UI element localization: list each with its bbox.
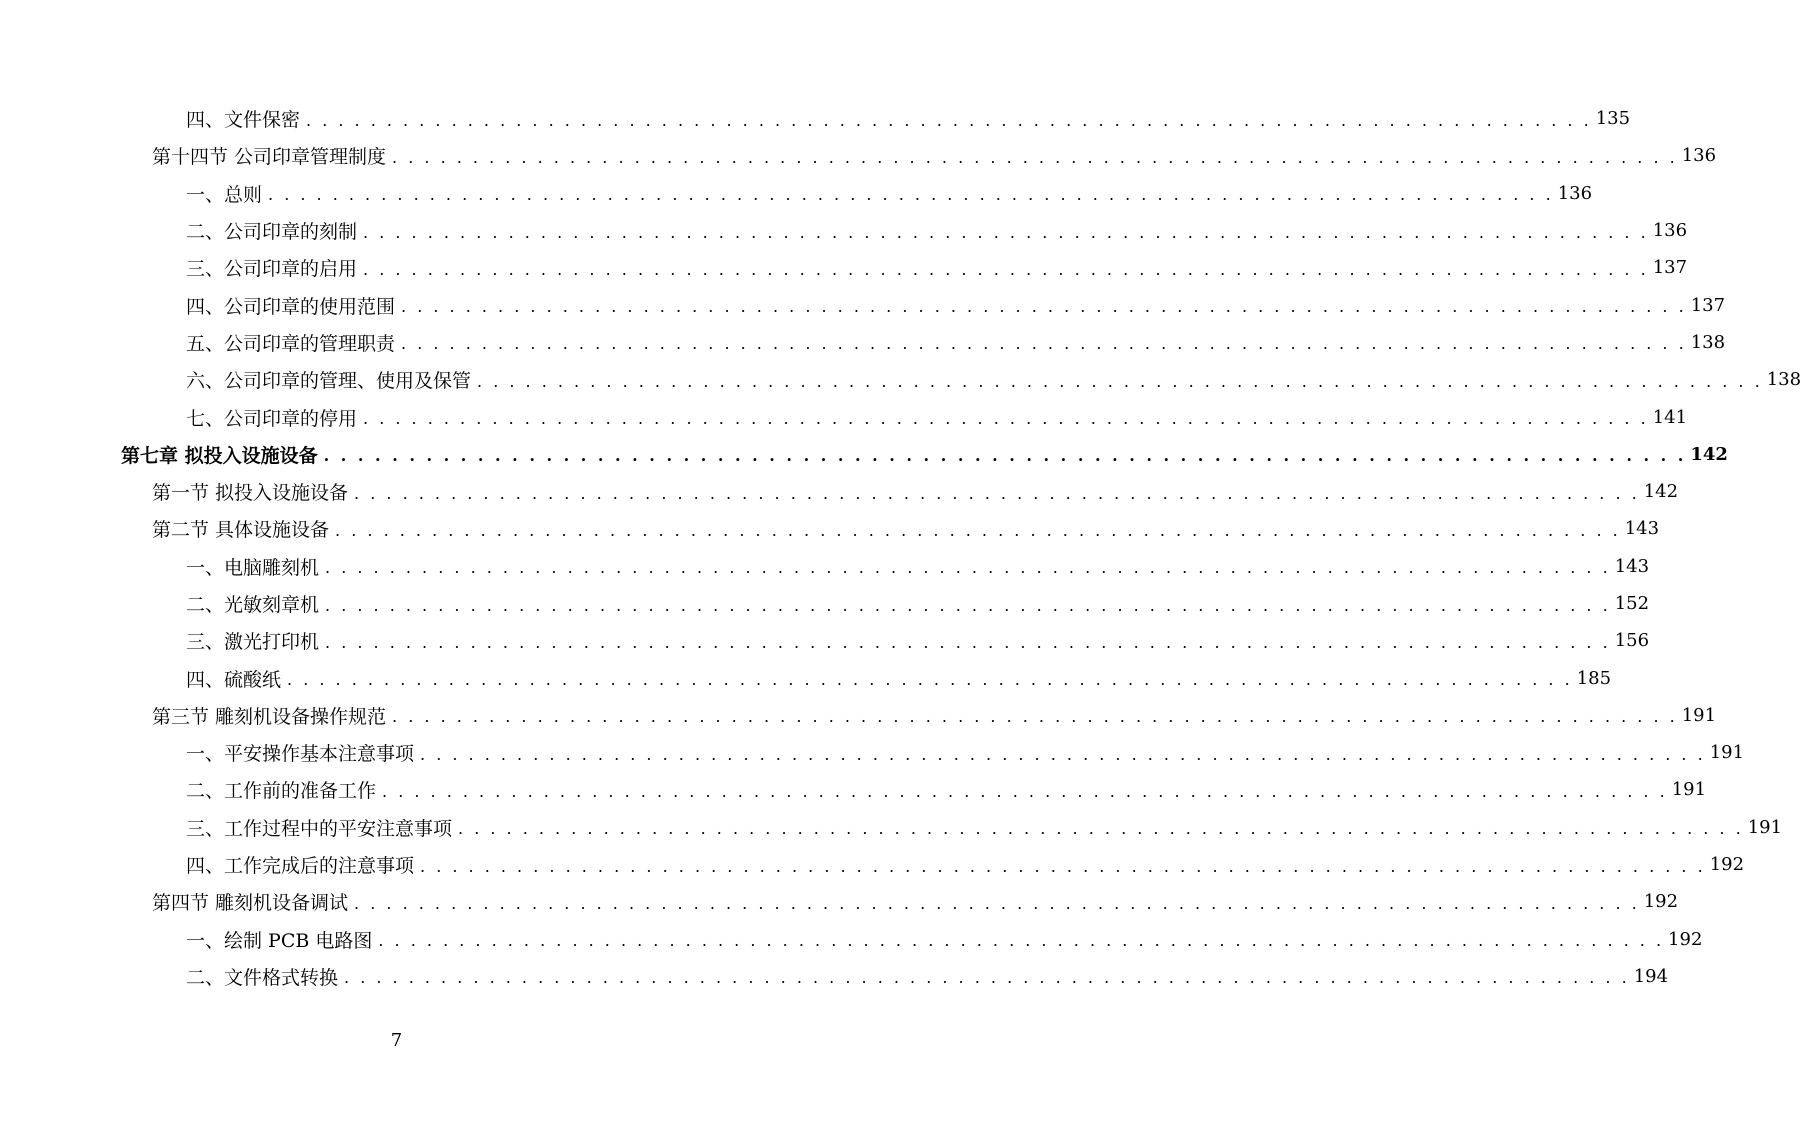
toc-entry-title: 二、公司印章的刻制 — [186, 221, 358, 244]
toc-dot-leader: . . . . . . . . . . . . . . . . . . . . . . . . . . . . . . . . . . . . . . . . . . . . . . . . . . . . . . . . . . . . . . . . . . . . . . . . . . . . . . . . — [287, 670, 1573, 690]
toc-entry-page: 192 — [1643, 891, 1679, 913]
table-of-contents — [0, 100, 1801, 995]
toc-dot-leader: . . . . . . . . . . . . . . . . . . . . . . . . . . . . . . . . . . . . . . . . . . . . . . . . . . . . . . . . . . . . . . . . . . . . . . . . . . . . . . . . — [382, 781, 1668, 801]
toc-entry-page: 142 — [1690, 443, 1728, 465]
toc-entry-title: 第一节 拟投入设施设备 — [152, 482, 349, 505]
toc-entry[interactable] — [0, 585, 1650, 622]
toc-entry[interactable] — [0, 324, 1726, 361]
toc-dot-leader: . . . . . . . . . . . . . . . . . . . . . . . . . . . . . . . . . . . . . . . . . . . . . . . . . . . . . . . . . . . . . . . . . . . . . . . . . . . . . . . . — [323, 446, 1687, 466]
toc-dot-leader: . . . . . . . . . . . . . . . . . . . . . . . . . . . . . . . . . . . . . . . . . . . . . . . . . . . . . . . . . . . . . . . . . . . . . . . . . . . . . . . . — [392, 707, 1678, 727]
toc-dot-leader: . . . . . . . . . . . . . . . . . . . . . . . . . . . . . . . . . . . . . . . . . . . . . . . . . . . . . . . . . . . . . . . . . . . . . . . . . . . . . . . . — [335, 520, 1621, 540]
toc-entry-page: 143 — [1624, 518, 1660, 540]
toc-entry[interactable] — [0, 361, 1801, 398]
toc-entry[interactable] — [0, 622, 1650, 659]
toc-entry[interactable] — [0, 548, 1650, 585]
toc-entry-page: 138 — [1766, 369, 1801, 391]
toc-entry-page: 156 — [1614, 630, 1650, 652]
toc-entry-title: 七、公司印章的停用 — [186, 407, 358, 430]
toc-entry-page: 191 — [1681, 704, 1717, 726]
toc-entry[interactable] — [0, 212, 1688, 249]
toc-entry[interactable] — [0, 249, 1688, 286]
toc-entry-page: 192 — [1709, 854, 1745, 876]
toc-entry-page: 137 — [1690, 294, 1726, 316]
toc-dot-leader: . . . . . . . . . . . . . . . . . . . . . . . . . . . . . . . . . . . . . . . . . . . . . . . . . . . . . . . . . . . . . . . . . . . . . . . . . . . . . . . . — [477, 371, 1763, 391]
toc-entry[interactable] — [0, 771, 1707, 808]
toc-entry[interactable] — [0, 921, 1703, 958]
toc-entry-page: 138 — [1690, 331, 1726, 353]
toc-entry-title: 四、公司印章的使用范围 — [186, 295, 396, 318]
toc-entry[interactable] — [0, 510, 1660, 547]
toc-entry[interactable] — [0, 883, 1679, 920]
toc-dot-leader: . . . . . . . . . . . . . . . . . . . . . . . . . . . . . . . . . . . . . . . . . . . . . . . . . . . . . . . . . . . . . . . . . . . . . . . . . . . . . . . . — [420, 744, 1706, 764]
toc-dot-leader: . . . . . . . . . . . . . . . . . . . . . . . . . . . . . . . . . . . . . . . . . . . . . . . . . . . . . . . . . . . . . . . . . . . . . . . . . . . . . . . . — [344, 968, 1630, 988]
toc-dot-leader: . . . . . . . . . . . . . . . . . . . . . . . . . . . . . . . . . . . . . . . . . . . . . . . . . . . . . . . . . . . . . . . . . . . . . . . . . . . . . . . . — [354, 893, 1640, 913]
toc-dot-leader: . . . . . . . . . . . . . . . . . . . . . . . . . . . . . . . . . . . . . . . . . . . . . . . . . . . . . . . . . . . . . . . . . . . . . . . . . . . . . . . . — [325, 595, 1611, 615]
toc-entry-title: 二、文件格式转换 — [186, 966, 339, 989]
toc-entry-page: 191 — [1709, 742, 1745, 764]
toc-dot-leader: . . . . . . . . . . . . . . . . . . . . . . . . . . . . . . . . . . . . . . . . . . . . . . . . . . . . . . . . . . . . . . . . . . . . . . . . . . . . . . . . — [401, 297, 1687, 317]
toc-entry-page: 136 — [1557, 182, 1593, 204]
toc-entry-page: 136 — [1652, 220, 1688, 242]
toc-entry-title: 二、工作前的准备工作 — [186, 780, 377, 803]
toc-entry[interactable] — [0, 958, 1669, 995]
toc-dot-leader: . . . . . . . . . . . . . . . . . . . . . . . . . . . . . . . . . . . . . . . . . . . . . . . . . . . . . . . . . . . . . . . . . . . . . . . . . . . . . . . . — [354, 483, 1640, 503]
toc-entry[interactable] — [0, 809, 1783, 846]
toc-entry[interactable] — [0, 436, 1728, 473]
page-number: 7 — [390, 1030, 403, 1051]
toc-dot-leader: . . . . . . . . . . . . . . . . . . . . . . . . . . . . . . . . . . . . . . . . . . . . . . . . . . . . . . . . . . . . . . . . . . . . . . . . . . . . . . . . — [401, 334, 1687, 354]
toc-entry[interactable] — [0, 697, 1717, 734]
toc-dot-leader: . . . . . . . . . . . . . . . . . . . . . . . . . . . . . . . . . . . . . . . . . . . . . . . . . . . . . . . . . . . . . . . . . . . . . . . . . . . . . . . . — [420, 856, 1706, 876]
toc-dot-leader: . . . . . . . . . . . . . . . . . . . . . . . . . . . . . . . . . . . . . . . . . . . . . . . . . . . . . . . . . . . . . . . . . . . . . . . . . . . . . . . . — [363, 259, 1649, 279]
toc-entry-page: 136 — [1681, 145, 1717, 167]
toc-entry-page: 142 — [1643, 481, 1679, 503]
toc-entry-page: 194 — [1633, 965, 1669, 987]
toc-entry-title: 三、公司印章的启用 — [186, 258, 358, 281]
toc-dot-leader: . . . . . . . . . . . . . . . . . . . . . . . . . . . . . . . . . . . . . . . . . . . . . . . . . . . . . . . . . . . . . . . . . . . . . . . . . . . . . . . . — [363, 222, 1649, 242]
toc-entry-title: 六、公司印章的管理、使用及保管 — [186, 370, 472, 393]
toc-dot-leader: . . . . . . . . . . . . . . . . . . . . . . . . . . . . . . . . . . . . . . . . . . . . . . . . . . . . . . . . . . . . . . . . . . . . . . . . . . . . . . . . — [363, 409, 1649, 429]
toc-dot-leader: . . . . . . . . . . . . . . . . . . . . . . . . . . . . . . . . . . . . . . . . . . . . . . . . . . . . . . . . . . . . . . . . . . . . . . . . . . . . . . . . — [378, 931, 1665, 951]
toc-dot-leader: . . . . . . . . . . . . . . . . . . . . . . . . . . . . . . . . . . . . . . . . . . . . . . . . . . . . . . . . . . . . . . . . . . . . . . . . . . . . . . . . — [306, 110, 1592, 130]
toc-entry-page: 185 — [1576, 667, 1612, 689]
toc-entry-title: 三、工作过程中的平安注意事项 — [186, 817, 453, 840]
toc-entry[interactable] — [0, 398, 1688, 435]
toc-entry[interactable] — [0, 175, 1593, 212]
toc-entry[interactable] — [0, 100, 1631, 137]
toc-entry-page: 191 — [1671, 779, 1707, 801]
toc-entry-title: 一、平安操作基本注意事项 — [186, 743, 415, 766]
toc-entry-page: 143 — [1614, 555, 1650, 577]
toc-entry-title: 四、硫酸纸 — [186, 668, 282, 691]
toc-dot-leader: . . . . . . . . . . . . . . . . . . . . . . . . . . . . . . . . . . . . . . . . . . . . . . . . . . . . . . . . . . . . . . . . . . . . . . . . . . . . . . . . — [268, 185, 1554, 205]
toc-entry[interactable] — [0, 734, 1745, 771]
toc-entry-title: 第十四节 公司印章管理制度 — [152, 146, 387, 169]
toc-entry-title: 第四节 雕刻机设备调试 — [152, 892, 349, 915]
toc-entry[interactable] — [0, 473, 1679, 510]
toc-entry-page: 192 — [1668, 928, 1703, 950]
toc-entry-page: 141 — [1652, 406, 1688, 428]
toc-entry-page: 152 — [1614, 593, 1650, 614]
toc-entry-title: 五、公司印章的管理职责 — [186, 332, 396, 355]
toc-dot-leader: . . . . . . . . . . . . . . . . . . . . . . . . . . . . . . . . . . . . . . . . . . . . . . . . . . . . . . . . . . . . . . . . . . . . . . . . . . . . . . . . — [458, 819, 1744, 839]
toc-entry[interactable] — [0, 137, 1717, 174]
toc-entry[interactable] — [0, 659, 1612, 696]
toc-entry-title: 一、总则 — [186, 183, 263, 206]
toc-entry-page: 135 — [1595, 108, 1631, 130]
toc-entry-title: 第七章 拟投入设施设备 — [121, 444, 318, 467]
toc-dot-leader: . . . . . . . . . . . . . . . . . . . . . . . . . . . . . . . . . . . . . . . . . . . . . . . . . . . . . . . . . . . . . . . . . . . . . . . . . . . . . . . . — [392, 147, 1678, 167]
toc-entry[interactable] — [0, 846, 1745, 883]
toc-entry-title: 四、工作完成后的注意事项 — [186, 855, 415, 878]
toc-entry-title: 第二节 具体设施设备 — [152, 519, 330, 542]
toc-dot-leader: . . . . . . . . . . . . . . . . . . . . . . . . . . . . . . . . . . . . . . . . . . . . . . . . . . . . . . . . . . . . . . . . . . . . . . . . . . . . . . . . — [325, 632, 1611, 652]
toc-dot-leader: . . . . . . . . . . . . . . . . . . . . . . . . . . . . . . . . . . . . . . . . . . . . . . . . . . . . . . . . . . . . . . . . . . . . . . . . . . . . . . . . — [325, 558, 1611, 578]
toc-entry-title: 四、文件保密 — [186, 109, 301, 132]
toc-entry-title: 一、绘制 PCB 电路图 — [186, 929, 373, 952]
toc-entry-page: 137 — [1652, 257, 1688, 279]
toc-entry-title: 一、电脑雕刻机 — [186, 556, 320, 579]
toc-entry-title: 第三节 雕刻机设备操作规范 — [152, 705, 387, 728]
toc-entry[interactable] — [0, 286, 1726, 323]
toc-entry-title: 二、光敏刻章机 — [186, 594, 320, 616]
toc-entry-title: 三、激光打印机 — [186, 631, 320, 654]
toc-entry-page: 191 — [1747, 816, 1783, 838]
